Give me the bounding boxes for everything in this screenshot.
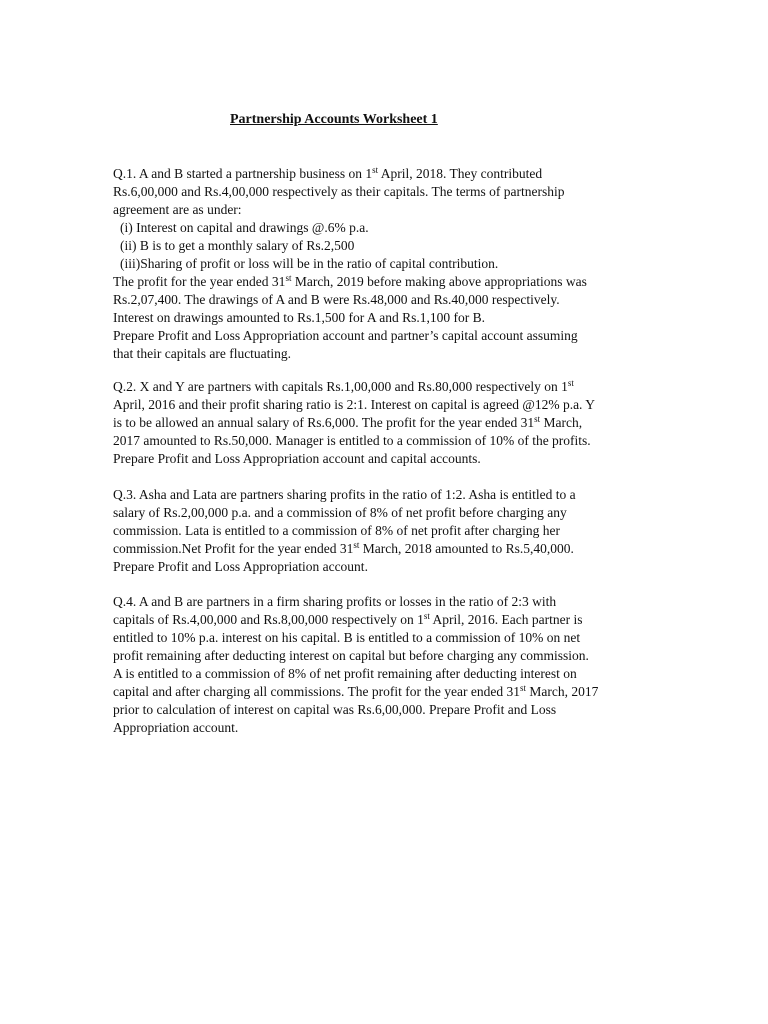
ordinal-suffix: st — [423, 611, 430, 621]
question-1-line — [113, 273, 673, 291]
question-2-line — [113, 414, 673, 432]
ordinal-suffix: st — [353, 540, 360, 550]
question-2-line: Prepare Profit and Loss Appropriation account and capital accounts. — [113, 451, 481, 466]
question-1-term-ii: (ii) B is to get a monthly salary of Rs.2,500 — [120, 238, 355, 253]
question-3-line: commission. Lata is entitled to a commission of 8% of net profit after charging her — [113, 523, 561, 538]
question-4-line — [113, 611, 673, 629]
ordinal-suffix: st — [567, 378, 574, 388]
question-2 — [113, 378, 673, 468]
question-1-text: The profit for the year ended 31 — [113, 274, 286, 289]
question-1-line: Rs.6,00,000 and Rs.4,00,000 respectively as their capitals. The terms of partnership — [113, 184, 565, 199]
question-1-line: agreement are as under: — [113, 202, 242, 217]
question-2-line: April, 2016 and their profit sharing ratio is 2:1. Interest on capital is agreed @12% p.a. Y — [113, 397, 596, 412]
question-3-line: Q.3. Asha and Lata are partners sharing profits in the ratio of 1:2. Asha is entitled to a — [113, 487, 576, 502]
ordinal-suffix: st — [372, 165, 379, 175]
question-1-line — [113, 165, 673, 183]
question-2-text: March, — [540, 415, 583, 430]
question-3-line: Prepare Profit and Loss Appropriation account. — [113, 559, 368, 574]
question-3-line: salary of Rs.2,00,000 p.a. and a commission of 8% of net profit before charging any — [113, 505, 567, 520]
question-1 — [113, 165, 673, 363]
question-1-line: Prepare Profit and Loss Appropriation account and partner’s capital account assuming — [113, 328, 578, 343]
ordinal-suffix: st — [520, 683, 527, 693]
question-4-text: capitals of Rs.4,00,000 and Rs.8,00,000 respectively on 1 — [113, 612, 424, 627]
question-4-text: April, 2016. Each partner is — [429, 612, 583, 627]
question-1-line: Rs.2,07,400. The drawings of A and B were Rs.48,000 and Rs.40,000 respectively. — [113, 292, 560, 307]
question-3 — [113, 486, 673, 576]
question-1-term-iii: (iii)Sharing of profit or loss will be in the ratio of capital contribution. — [120, 256, 499, 271]
question-1-text: Q.1. A and B started a partnership business on 1 — [113, 166, 373, 181]
question-4-text: March, 2017 — [526, 684, 599, 699]
question-4-line: Appropriation account. — [113, 720, 239, 735]
question-4-line: prior to calculation of interest on capital was Rs.6,00,000. Prepare Profit and Loss — [113, 702, 557, 717]
question-1-text: April, 2018. They contributed — [378, 166, 543, 181]
question-4-line — [113, 683, 673, 701]
question-3-text: March, 2018 amounted to Rs.5,40,000. — [359, 541, 574, 556]
question-1-text: March, 2019 before making above appropriations was — [291, 274, 587, 289]
ordinal-suffix: st — [285, 273, 292, 283]
question-1-term-i: (i) Interest on capital and drawings @.6% p.a. — [120, 220, 369, 235]
question-4-line: Q.4. A and B are partners in a firm sharing profits or losses in the ratio of 2:3 with — [113, 594, 557, 609]
question-4-text: capital and after charging all commissions. The profit for the year ended 31 — [113, 684, 520, 699]
question-2-text: Q.2. X and Y are partners with capitals Rs.1,00,000 and Rs.80,000 respectively on 1 — [113, 379, 568, 394]
question-4-line: entitled to 10% p.a. interest on his capital. B is entitled to a commission of 10% on net — [113, 630, 581, 645]
question-2-line — [113, 378, 673, 396]
question-1-line: Interest on drawings amounted to Rs.1,500 for A and Rs.1,100 for B. — [113, 310, 485, 325]
question-4-line: profit remaining after deducting interest on capital but before charging any commission. — [113, 648, 589, 663]
question-3-text: commission.Net Profit for the year ended 31 — [113, 541, 354, 556]
question-4-line: A is entitled to a commission of 8% of net profit remaining after deducting interest on — [113, 666, 577, 681]
question-4 — [113, 593, 673, 737]
question-3-line — [113, 540, 673, 558]
page-title: Partnership Accounts Worksheet 1 — [230, 112, 438, 127]
question-2-line: 2017 amounted to Rs.50,000. Manager is entitled to a commission of 10% of the profits. — [113, 433, 591, 448]
question-1-line: that their capitals are fluctuating. — [113, 346, 292, 361]
question-2-text: is to be allowed an annual salary of Rs.6,000. The profit for the year ended 31 — [113, 415, 535, 430]
ordinal-suffix: st — [534, 414, 541, 424]
